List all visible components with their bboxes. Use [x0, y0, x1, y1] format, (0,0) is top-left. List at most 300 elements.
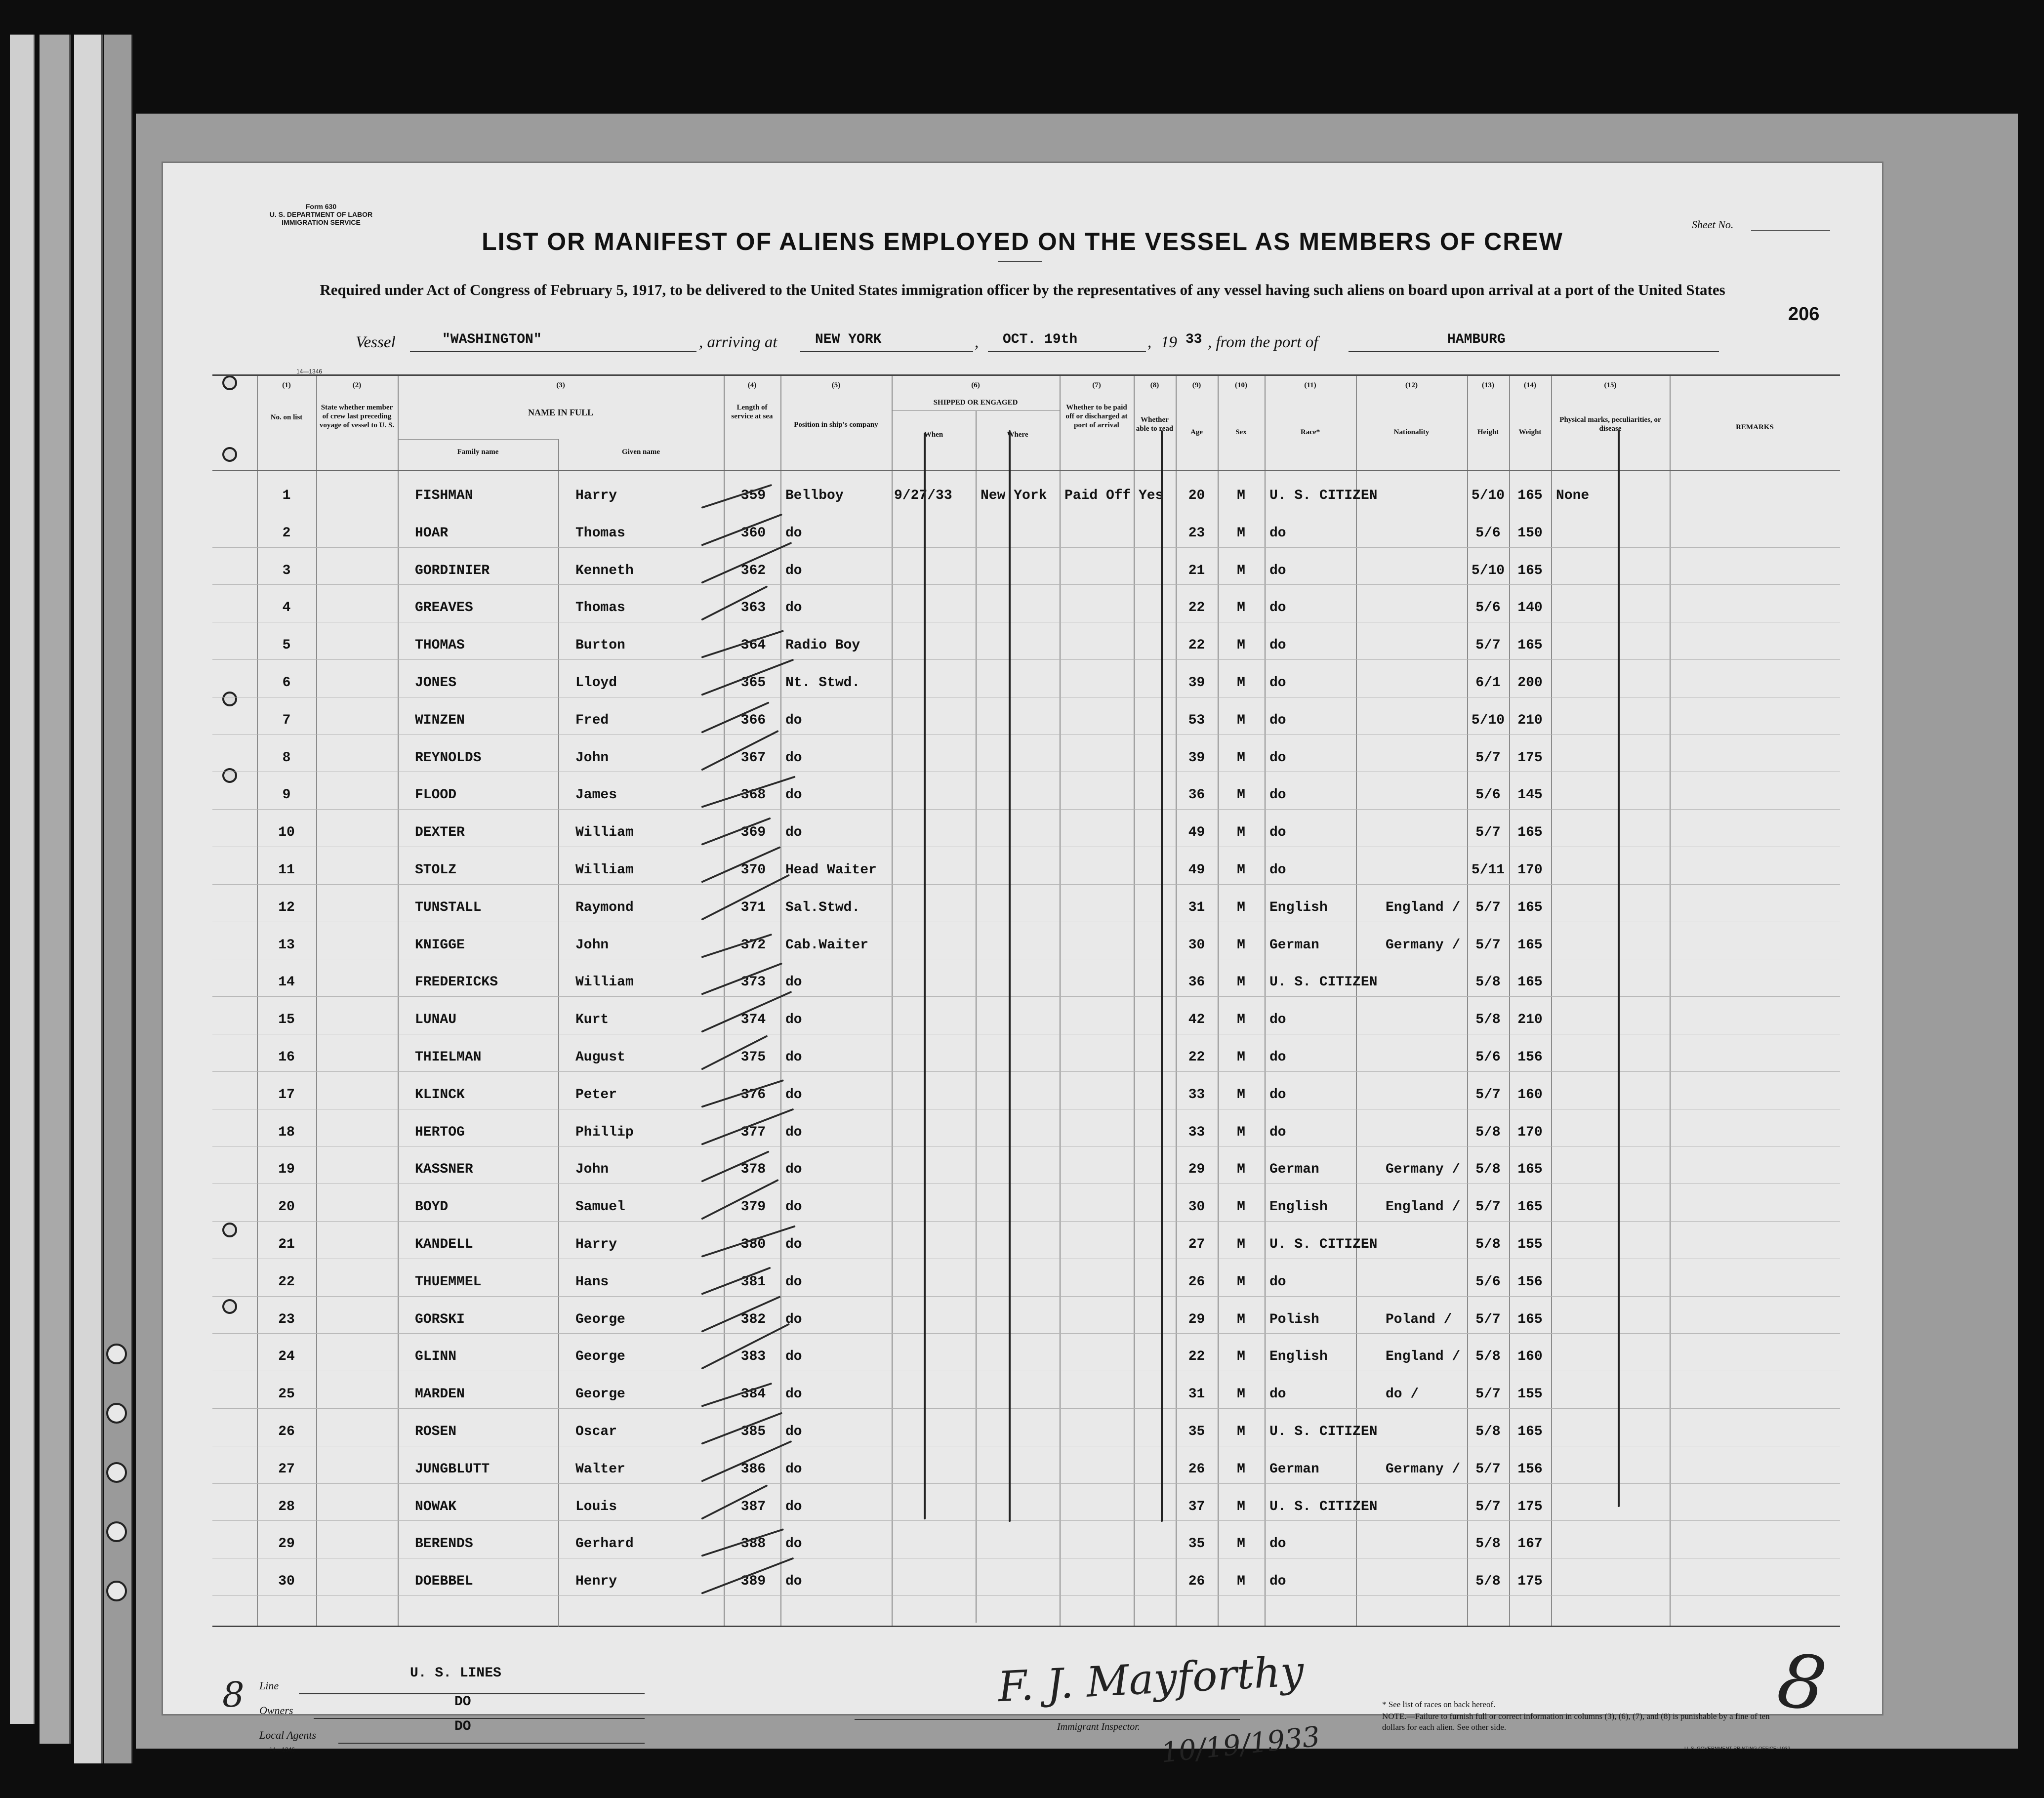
row-rule	[212, 1296, 1840, 1297]
col2-header: State whether member of crew last preceding voyage of vessel to U. S.	[319, 404, 395, 429]
col6-header: SHIPPED OR ENGAGED	[933, 399, 1018, 407]
agents-label: Local Agents	[259, 1729, 317, 1741]
given-name: George	[575, 1311, 625, 1327]
row-number: 10	[278, 825, 295, 841]
header-subrule	[398, 439, 558, 440]
given-name: Peter	[575, 1087, 617, 1103]
department-name: U. S. DEPARTMENT OF LABOR	[269, 210, 373, 218]
age: 26	[1188, 1461, 1205, 1477]
height: 5/7	[1475, 937, 1501, 953]
weight: 140	[1517, 600, 1543, 616]
header-subrule	[892, 410, 1060, 411]
punch-hole	[106, 1521, 127, 1542]
length-of-service: 375	[740, 1050, 766, 1065]
height: 5/8	[1475, 1012, 1501, 1028]
family-name: KNIGGE	[415, 937, 465, 953]
row-number: 3	[282, 563, 291, 578]
col13-header: Height	[1477, 428, 1499, 436]
col7-header: Whether to be paid off or discharged at port of arrival	[1065, 404, 1128, 429]
family-name: GREAVES	[415, 600, 473, 616]
age: 23	[1188, 525, 1205, 541]
weight: 165	[1517, 1424, 1543, 1439]
col-line	[1060, 376, 1061, 1626]
form-number: Form 630	[305, 203, 337, 210]
length-of-service: 389	[740, 1574, 766, 1590]
weight: 165	[1517, 975, 1543, 990]
from-port-line	[1349, 333, 1719, 352]
row-number: 14	[278, 975, 295, 990]
col6-when-header: When	[924, 431, 943, 439]
length-of-service: 364	[740, 638, 766, 654]
age: 22	[1188, 1050, 1205, 1065]
race: German	[1269, 937, 1319, 953]
position: do	[785, 1387, 802, 1402]
family-name: THUEMMEL	[415, 1274, 482, 1290]
title-rule	[998, 261, 1042, 262]
weight: 156	[1517, 1050, 1543, 1065]
sex: M	[1237, 1311, 1245, 1327]
position: do	[785, 525, 802, 541]
sex: M	[1237, 563, 1245, 578]
col3-given-header: Given name	[621, 448, 660, 456]
family-name: JONES	[415, 675, 457, 691]
row-rule	[212, 659, 1840, 660]
race: English	[1269, 1349, 1328, 1365]
col4-header: Length of service at sea	[731, 404, 773, 420]
height: 5/8	[1475, 1162, 1501, 1178]
sex: M	[1237, 600, 1245, 616]
row-number: 19	[278, 1162, 295, 1178]
document-subtitle: Required under Act of Congress of February 5, 1917, to be delivered to the United States immigration officer by the representatives of any vessel having such aliens on board upon arrival at a port of the United States	[320, 281, 1725, 298]
row-number: 22	[278, 1274, 295, 1290]
arrival-port: NEW YORK	[815, 332, 882, 347]
given-name: Thomas	[575, 525, 625, 541]
sex: M	[1237, 1424, 1245, 1439]
row-rule	[212, 996, 1840, 997]
position: Cab.Waiter	[785, 937, 869, 953]
line-value: U. S. LINES	[410, 1666, 501, 1681]
col-line	[780, 376, 781, 1626]
length-of-service: 360	[740, 525, 766, 541]
race: do	[1269, 600, 1286, 616]
col16-header: REMARKS	[1736, 423, 1774, 431]
family-name: STOLZ	[415, 862, 457, 878]
row-number: 30	[278, 1574, 295, 1590]
inspector-label: Immigrant Inspector.	[1057, 1721, 1140, 1732]
weight: 175	[1517, 750, 1543, 766]
length-of-service: 366	[740, 712, 766, 728]
given-name: Kurt	[575, 1012, 609, 1028]
length-of-service: 387	[740, 1499, 766, 1514]
age: 49	[1188, 825, 1205, 841]
nationality: Poland /	[1386, 1311, 1452, 1327]
sex: M	[1237, 1162, 1245, 1178]
height: 5/7	[1475, 899, 1501, 915]
position: do	[785, 1461, 802, 1477]
year-suffix: 33	[1186, 332, 1202, 347]
binder-strip	[40, 35, 71, 1744]
row-rule	[212, 1333, 1840, 1334]
sex: M	[1237, 1499, 1245, 1514]
height: 5/7	[1475, 1387, 1501, 1402]
row-rule	[212, 547, 1840, 548]
weight: 155	[1517, 1237, 1543, 1252]
given-name: Burton	[575, 638, 625, 654]
col14-number: (14)	[1524, 381, 1536, 389]
col9-number: (9)	[1192, 381, 1201, 389]
age: 36	[1188, 787, 1205, 803]
age: 20	[1188, 488, 1205, 503]
length-of-service: 368	[740, 787, 766, 803]
age: 35	[1188, 1536, 1205, 1552]
age: 30	[1188, 937, 1205, 953]
height: 5/8	[1475, 1124, 1501, 1140]
race: do	[1269, 787, 1286, 803]
height: 5/7	[1475, 1087, 1501, 1103]
position: Nt. Stwd.	[785, 675, 860, 691]
col4-number: (4)	[747, 381, 757, 389]
length-of-service: 383	[740, 1349, 766, 1365]
race: do	[1269, 1274, 1286, 1290]
age: 31	[1188, 899, 1205, 915]
race: U. S. CITIZEN	[1269, 975, 1378, 990]
row-number: 5	[282, 638, 291, 654]
height: 5/7	[1475, 825, 1501, 841]
nationality: Germany /	[1386, 1162, 1461, 1178]
weight: 165	[1517, 1311, 1543, 1327]
punch-hole	[106, 1344, 127, 1364]
position: do	[785, 1162, 802, 1178]
length-of-service: 381	[740, 1274, 766, 1290]
col10-header: Sex	[1235, 428, 1247, 436]
length-of-service: 371	[740, 899, 766, 915]
sex: M	[1237, 1050, 1245, 1065]
col2-number: (2)	[352, 381, 362, 389]
row-number: 11	[278, 862, 295, 878]
position: do	[785, 1311, 802, 1327]
height: 5/6	[1475, 600, 1501, 616]
punch-hole	[106, 1581, 127, 1601]
age: 22	[1188, 638, 1205, 654]
nationality: Germany /	[1386, 1461, 1461, 1477]
row-number: 18	[278, 1124, 295, 1140]
given-name: John	[575, 1162, 609, 1178]
given-name: Louis	[575, 1499, 617, 1514]
ditto-mark	[924, 433, 926, 1519]
given-name: Raymond	[575, 899, 634, 915]
weight: 156	[1517, 1274, 1543, 1290]
position: do	[785, 1536, 802, 1552]
length-of-service: 367	[740, 750, 766, 766]
height: 5/7	[1475, 1499, 1501, 1514]
height: 5/7	[1475, 1461, 1501, 1477]
position: do	[785, 1012, 802, 1028]
ditto-mark	[1161, 430, 1163, 1522]
length-of-service: 384	[740, 1387, 766, 1402]
given-name: William	[575, 825, 634, 841]
footnote-races: * See list of races on back hereof.	[1382, 1700, 1496, 1709]
height: 5/6	[1475, 525, 1501, 541]
row-number: 27	[278, 1461, 295, 1477]
weight: 165	[1517, 638, 1543, 654]
height: 5/7	[1475, 1311, 1501, 1327]
document-title: LIST OR MANIFEST OF ALIENS EMPLOYED ON THE VESSEL AS MEMBERS OF CREW	[482, 228, 1563, 255]
col15-number: (15)	[1604, 381, 1617, 389]
race: do	[1269, 1087, 1286, 1103]
given-name: Henry	[575, 1574, 617, 1590]
position: do	[785, 975, 802, 990]
row-rule	[212, 809, 1840, 810]
family-name: KANDELL	[415, 1237, 473, 1252]
row-number: 12	[278, 899, 295, 915]
sex: M	[1237, 937, 1245, 953]
position: Radio Boy	[785, 638, 860, 654]
length-of-service: 382	[740, 1311, 766, 1327]
age: 21	[1188, 563, 1205, 578]
height: 5/10	[1471, 563, 1505, 578]
row-number: 16	[278, 1050, 295, 1065]
height: 5/6	[1475, 1274, 1501, 1290]
nationality: England /	[1386, 899, 1461, 915]
family-name: TUNSTALL	[415, 899, 482, 915]
family-name: BOYD	[415, 1199, 449, 1215]
position: do	[785, 1274, 802, 1290]
length-of-service: 379	[740, 1199, 766, 1215]
given-name: Fred	[575, 712, 609, 728]
row-rule	[212, 1520, 1840, 1521]
physical-marks: None	[1556, 488, 1590, 503]
sex: M	[1237, 1349, 1245, 1365]
row-number: 24	[278, 1349, 295, 1365]
vessel-label: Vessel	[356, 333, 396, 351]
col12-header: Nationality	[1393, 428, 1430, 436]
col-line	[1551, 376, 1552, 1626]
length-of-service: 365	[740, 675, 766, 691]
length-of-service: 373	[740, 975, 766, 990]
race: Polish	[1269, 1311, 1319, 1327]
race: do	[1269, 1050, 1286, 1065]
header-rule	[212, 470, 1840, 471]
length-of-service: 362	[740, 563, 766, 578]
col-line	[1134, 376, 1135, 1626]
position: do	[785, 1124, 802, 1140]
ditto-mark	[1618, 430, 1620, 1507]
row-rule	[212, 1071, 1840, 1072]
length-of-service: 370	[740, 862, 766, 878]
given-name: Gerhard	[575, 1536, 634, 1552]
given-name: George	[575, 1349, 625, 1365]
row-number: 28	[278, 1499, 295, 1514]
given-name: Thomas	[575, 600, 625, 616]
weight: 156	[1517, 1461, 1543, 1477]
row-number: 26	[278, 1424, 295, 1439]
length-of-service: 378	[740, 1162, 766, 1178]
weight: 200	[1517, 675, 1543, 691]
height: 5/10	[1471, 488, 1505, 503]
family-name: HOAR	[415, 525, 449, 541]
row-number: 1	[282, 488, 291, 503]
weight: 165	[1517, 937, 1543, 953]
position: do	[785, 712, 802, 728]
sex: M	[1237, 899, 1245, 915]
weight: 165	[1517, 563, 1543, 578]
col3-number: (3)	[556, 381, 565, 389]
race: do	[1269, 1536, 1286, 1552]
age: 22	[1188, 600, 1205, 616]
given-name: John	[575, 750, 609, 766]
row-rule	[212, 584, 1840, 585]
family-name: WINZEN	[415, 712, 465, 728]
age: 29	[1188, 1162, 1205, 1178]
sheet-no-label: Sheet No.	[1692, 218, 1734, 231]
row-number: 29	[278, 1536, 295, 1552]
age: 30	[1188, 1199, 1205, 1215]
race: do	[1269, 1124, 1286, 1140]
given-name: James	[575, 787, 617, 803]
length-of-service: 377	[740, 1124, 766, 1140]
col3-header: NAME IN FULL	[528, 408, 593, 417]
col-line	[316, 376, 317, 1626]
length-of-service: 374	[740, 1012, 766, 1028]
height: 5/10	[1471, 712, 1505, 728]
weight: 210	[1517, 712, 1543, 728]
row-rule	[212, 1483, 1840, 1484]
length-of-service: 380	[740, 1237, 766, 1252]
race: do	[1269, 638, 1286, 654]
sex: M	[1237, 525, 1245, 541]
height: 5/7	[1475, 638, 1501, 654]
height: 5/7	[1475, 750, 1501, 766]
height: 5/6	[1475, 1050, 1501, 1065]
height: 5/11	[1471, 862, 1505, 878]
weight: 160	[1517, 1349, 1543, 1365]
weight: 175	[1517, 1499, 1543, 1514]
sex: M	[1237, 675, 1245, 691]
weight: 170	[1517, 1124, 1543, 1140]
row-rule	[212, 1595, 1840, 1596]
inspector-signature: F. J. Mayforthy	[996, 1646, 1305, 1712]
col-line	[398, 376, 399, 1626]
comma: ,	[1147, 333, 1152, 351]
row-rule	[212, 1408, 1840, 1409]
age: 27	[1188, 1237, 1205, 1252]
length-of-service: 388	[740, 1536, 766, 1552]
signature-line	[855, 1714, 1240, 1720]
age: 31	[1188, 1387, 1205, 1402]
col1-number: (1)	[282, 381, 291, 389]
col9-header: Age	[1190, 428, 1203, 436]
race: German	[1269, 1162, 1319, 1178]
length-of-service: 363	[740, 600, 766, 616]
weight: 165	[1517, 825, 1543, 841]
col6-number: (6)	[971, 381, 980, 389]
length-of-service: 372	[740, 937, 766, 953]
service-name: IMMIGRATION SERVICE	[282, 218, 361, 226]
footnote-penalty: NOTE.—Failure to furnish full or correct information in columns (3), (6), (7), and (8) is punishable by a fine of ten dollars for each alien. See other side.	[1382, 1712, 1770, 1732]
col11-header: Race*	[1300, 428, 1320, 436]
form-identifier	[257, 203, 385, 226]
position: do	[785, 563, 802, 578]
binder-strip	[104, 35, 132, 1763]
agents-fill	[338, 1728, 645, 1744]
margin-mark-right: 8	[1772, 1637, 1832, 1729]
race: do	[1269, 750, 1286, 766]
manifest-sheet	[163, 163, 1882, 1769]
weight: 165	[1517, 899, 1543, 915]
weight: 160	[1517, 1087, 1543, 1103]
height: 5/6	[1475, 787, 1501, 803]
age: 42	[1188, 1012, 1205, 1028]
sex: M	[1237, 712, 1245, 728]
length-of-service: 359	[740, 488, 766, 503]
col14-header: Weight	[1518, 428, 1542, 436]
col-line	[976, 410, 977, 1623]
owners-value: DO	[454, 1694, 471, 1710]
age: 53	[1188, 712, 1205, 728]
race: do	[1269, 1012, 1286, 1028]
col10-number: (10)	[1235, 381, 1247, 389]
family-name: BERENDS	[415, 1536, 473, 1552]
row-number: 23	[278, 1311, 295, 1327]
printer-imprint: U. S. GOVERNMENT PRINTING OFFICE: 1932	[1684, 1746, 1791, 1752]
weight: 167	[1517, 1536, 1543, 1552]
position: do	[785, 825, 802, 841]
row-number: 8	[282, 750, 291, 766]
sex: M	[1237, 1574, 1245, 1590]
row-number: 13	[278, 937, 295, 953]
sex: M	[1237, 750, 1245, 766]
col8-header: Whether able to read	[1136, 416, 1174, 433]
given-name: Oscar	[575, 1424, 617, 1439]
from-label: , from the port of	[1208, 333, 1318, 351]
sex: M	[1237, 1461, 1245, 1477]
given-name: Walter	[575, 1461, 625, 1477]
sex: M	[1237, 638, 1245, 654]
family-name: FISHMAN	[415, 488, 473, 503]
shipped-where: New York	[981, 488, 1047, 503]
sex: M	[1237, 1536, 1245, 1552]
race: do	[1269, 825, 1286, 841]
sex: M	[1237, 975, 1245, 990]
family-name: ROSEN	[415, 1424, 457, 1439]
race: U. S. CITIZEN	[1269, 1237, 1378, 1252]
age: 33	[1188, 1124, 1205, 1140]
sex: M	[1237, 825, 1245, 841]
family-name: FLOOD	[415, 787, 457, 803]
given-name: William	[575, 975, 634, 990]
able-to-read: Yes	[1139, 488, 1164, 503]
ditto-mark	[1009, 430, 1011, 1522]
sex: M	[1237, 862, 1245, 878]
height: 5/7	[1475, 1199, 1501, 1215]
family-name: KASSNER	[415, 1162, 473, 1178]
signed-date: 10/19/1933	[1159, 1720, 1322, 1769]
family-name: GLINN	[415, 1349, 457, 1365]
row-number: 6	[282, 675, 291, 691]
race: U. S. CITIZEN	[1269, 1499, 1378, 1514]
weight: 165	[1517, 488, 1543, 503]
age: 33	[1188, 1087, 1205, 1103]
nationality: do /	[1386, 1387, 1419, 1402]
col12-number: (12)	[1405, 381, 1418, 389]
col15-header: Physical marks, peculiarities, or disease	[1559, 416, 1661, 433]
age: 36	[1188, 975, 1205, 990]
row-rule	[212, 884, 1840, 885]
age: 37	[1188, 1499, 1205, 1514]
shipped-when: 9/27/33	[894, 488, 952, 503]
col5-number: (5)	[831, 381, 841, 389]
given-name: John	[575, 937, 609, 953]
